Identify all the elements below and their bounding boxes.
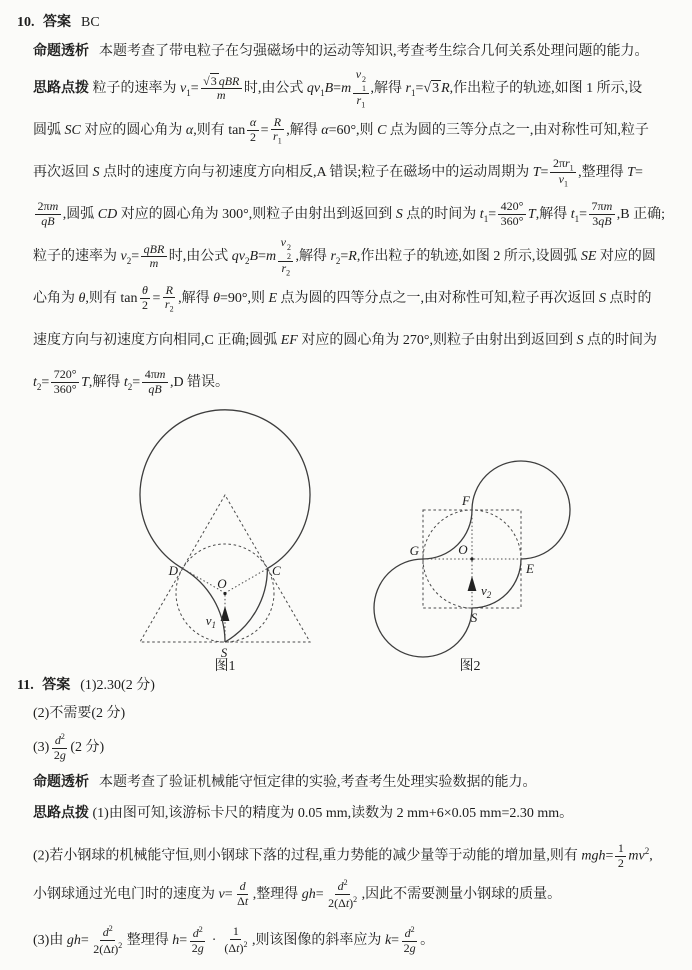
q11-answer-line-2: (2)不需要(2 分) [33,706,126,721]
fraction: $\frac{\alpha}{2}$ [247,116,258,145]
fig2-label-E: E [526,561,534,576]
fig2-label-O: O [458,542,468,557]
fraction: $\frac{d^2}{2g}$ [191,925,204,956]
fig1-label-O: O [217,576,227,591]
q10-guide-line-8: $t_2=$ $\frac{720^\circ}{360^\circ}$ T,解得 $t_2=$ $\frac{4\pi m}{qB}$ ,D 错误。 [33,367,230,397]
fig1-radius-OC [225,569,267,594]
fig2-caption: 图2 [459,659,481,672]
q10-number: 10. [17,15,35,30]
fraction: $\frac{d^2}{2(\Delta t)^2}$ [93,924,123,957]
q11-analysis-row [33,768,692,798]
fraction: v 2 2 $r_2$ [278,236,293,278]
fig1-large-trajectory-circle [140,410,310,569]
fraction: $\frac{d^2}{2g}$ [53,732,66,763]
fig1-center-dot [223,592,226,595]
q11-analysis-text: 本题考查了验证机械能守恒定律的实验,考查考生处理实验数据的能力。 [99,775,537,790]
fraction: $\frac{\theta}{2}$ [140,284,151,313]
q10-guide-line-2: 圆弧 SC 对应的圆心角为 α,则有 tan $\frac{\alpha}{2}$ = $\frac{R}{r_1}$ ,解得 α=60°,则 C 点为圆的三等分点之一,由对称性可知,粒子 [33,114,649,146]
q11-answer-1: (1)2.30(2 分) [80,678,155,693]
q11-guide-line-4: (3)由 gh= $\frac{d^2}{2(\Delta t)^2}$ 整理得 h= $\frac{d^2}{2g}$ · $\frac{1}{(\Delta t)^2}$ ,则该图像的斜率应为 k= $\frac{d^2}{2g}$ 。 [33,924,435,957]
fig1-label-S: S [220,645,228,660]
fraction: v 2 1 $r_1$ [353,68,368,110]
fraction: $\frac{720^\circ}{360^\circ}$ [51,368,79,397]
q11-number: 11. [17,678,34,693]
fig1-arc-SC [225,569,267,643]
fraction: $\frac{d^2}{2(\Delta t)^2}$ [328,878,358,911]
fraction: $\frac{d}{\Delta t}$ [237,879,249,909]
fig2-label-F: F [462,493,470,508]
q10-analysis-row [33,36,692,68]
fraction: $\frac{2\pi r_1}{v_1}$ [550,157,576,189]
q11-guide-block [33,798,692,964]
fraction: $\frac{R}{r_2}$ [164,282,174,314]
fig2-center-dot [470,557,473,560]
fig2-label-v2: $v_2$ [481,583,492,600]
fraction: $\frac{4\pi m}{qB}$ [142,368,168,397]
q11-analysis-label: 命题透析 [33,775,89,790]
q11-answers-block [33,700,692,768]
q10-answer-label: 答案 [43,15,71,30]
fraction: $\frac{d^2}{2g}$ [403,925,416,956]
q11-answer-label: 答案 [42,678,71,693]
fig2-velocity-arrow [468,576,477,591]
q11-answer-row [17,672,692,700]
q10-analysis-text: 本题考查了带电粒子在匀强磁场中的运动等知识,考查考生综合几何关系处理问题的能力。 [99,44,649,59]
fig2-arc-SE [472,559,521,608]
q10-answer-row [17,10,692,36]
fraction: $\frac{\text{qBR}}{m}$ [141,243,167,272]
q10-guide-line-5: 粒子的速率为 $v_2=$ $\frac{\text{qBR}}{m}$ 时,由公式 $qv_2B=m$ v 2 2 $r_2$ ,解得 $r_2=R$,作出粒子的轨迹,如图 2 所示,设圆弧 SE 对应的圆 [33,235,656,278]
q10-answer-value: BC [81,15,100,30]
fraction: $\frac{1}{2}$ [615,842,626,871]
q10-guide-line-1: 思路点拨 粒子的速率为 $v_1=$ $\frac{\text{√3 qBR}}{m}$ 时,由公式 $qv_1B=m$ v 2 1 $r_1$ ,解得 $r_1=√3$ R,作出粒子的轨迹,如图 1 所示,设 [33,67,643,110]
fig2-label-G: G [409,543,419,558]
fraction: $\frac{1}{(\Delta t)^2}$ [224,924,248,956]
fig1-label-D: D [168,563,178,578]
fraction: $\frac{2\pi m}{qB}$ [35,200,61,229]
q10-guide-line-3: 再次返回 S 点时的速度方向与初速度方向相反,A 错误;粒子在磁场中的运动周期为 T= $\frac{2\pi r_1}{v_1}$ ,整理得 T= [33,155,643,189]
fraction: $\frac{7\pi m}{3qB}$ [589,200,615,229]
figure-1 [110,404,350,672]
q10-guide-line-4: $\frac{2\pi m}{qB}$ ,圆弧 CD 对应的圆心角为 300°,则粒子由射出到返回到 S 点的时间为 $t_1=$ $\frac{420^\circ}{360^\circ}$ T,解得 $t_1=$ $\frac{7\pi m}{3qB}$ ,B 正确; [33,194,692,236]
fig2-label-S: S [470,610,478,625]
q10-analysis-label: 命题透析 [33,44,89,59]
q10-guide-line-6: 心角为 θ,则有 tan $\frac{\theta}{2}$ = $\frac{R}{r_2}$ ,解得 θ=90°,则 E 点为圆的四等分点之一,由对称性可知,粒子再次返回 S 点时的 [33,282,652,314]
figure-2 [360,404,610,672]
q11-guide-line-3: 小钢球通过光电门时的速度为 v= $\frac{d}{\Delta t}$ ,整理得 gh= $\frac{d^2}{2(\Delta t)^2}$ ,因此不需要测量小钢球的质量。 [33,878,562,911]
fraction: $\frac{R}{r_1}$ [273,114,282,146]
fraction: $\frac{420^\circ}{360^\circ}$ [498,200,526,229]
q10-guide-block [33,68,692,404]
fig1-caption: 图1 [214,659,236,672]
q11-guide-line-1: 思路点拨 (1)由图可知,该游标卡尺的精度为 0.05 mm,读数为 2 mm+6×0.05 mm=2.30 mm。 [33,806,574,821]
fraction: $\frac{\text{√3 qBR}}{m}$ [201,75,242,104]
q11-guide-line-2: (2)若小钢球的机械能守恒,则小钢球下落的过程,重力势能的减少量等于动能的增加量,则有 mgh= $\frac{1}{2}$ $mv^2$, [33,841,653,870]
fig1-label-v1: $v_1$ [205,613,216,630]
fig1-label-C: C [272,563,281,578]
q11-answer-line-3: (3) $\frac{d^2}{2g}$ (2 分) [33,732,105,763]
q10-guide-line-7: 速度方向与初速度方向相同,C 正确;圆弧 EF 对应的圆心角为 270°,则粒子由射出到返回到 S 点的时间为 [33,333,657,348]
figures-row [33,404,692,672]
